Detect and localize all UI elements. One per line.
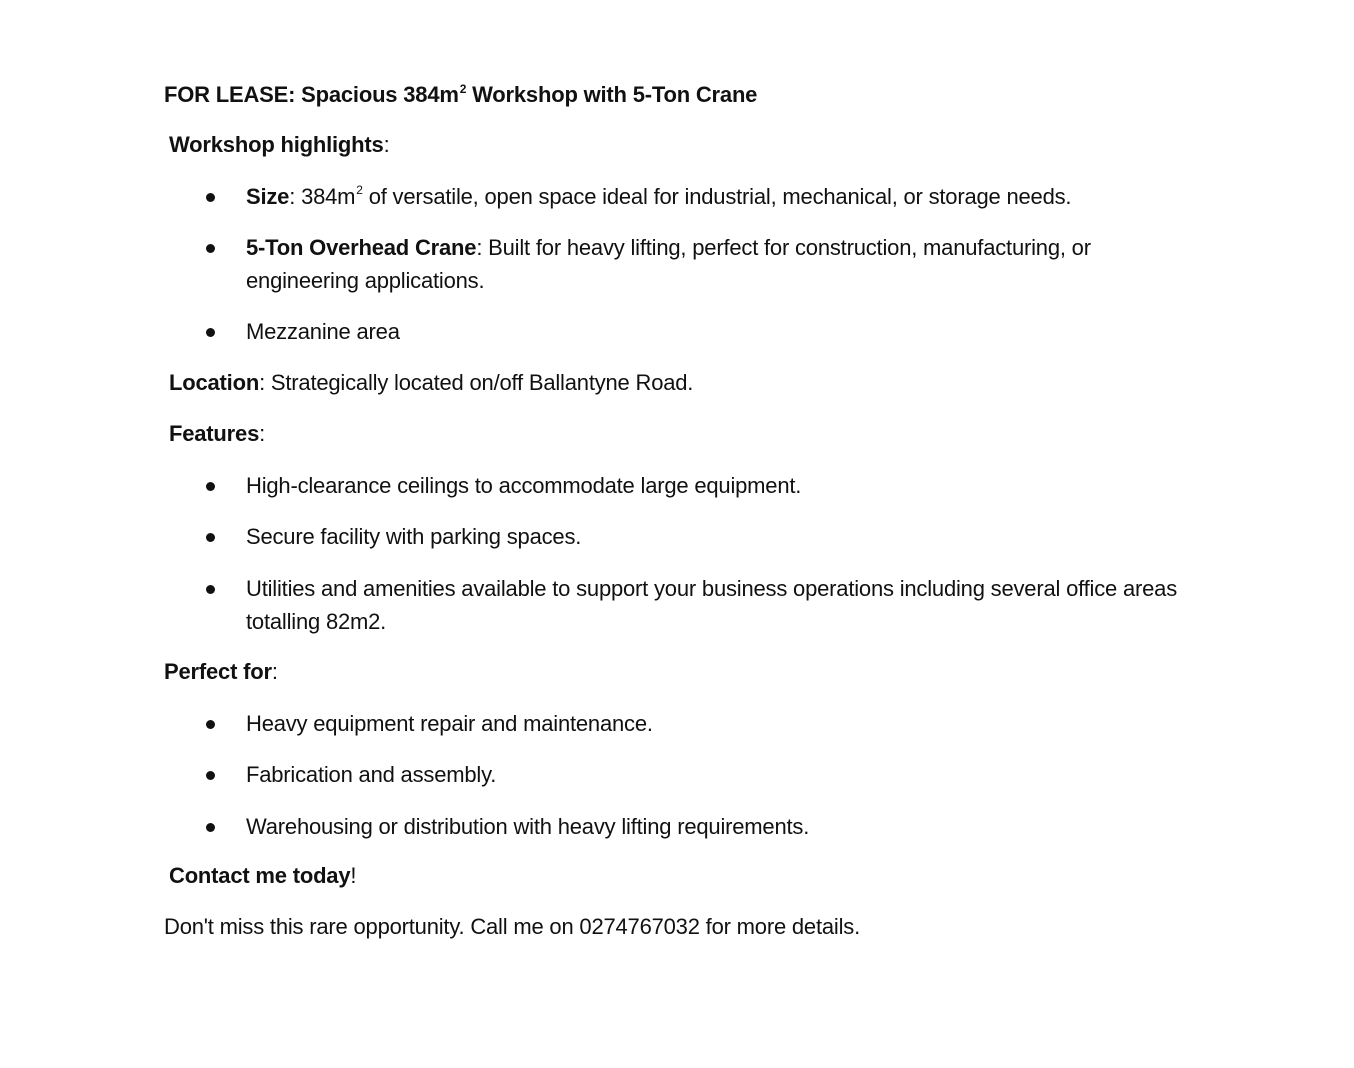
list-item-text — [246, 180, 1186, 213]
size-label: Size — [246, 184, 290, 209]
size-description: of versatile, open space ideal for industrial, mechanical, or storage needs. — [362, 184, 1072, 209]
bullet-icon — [206, 585, 215, 594]
perfect-for-heading — [164, 658, 278, 686]
location-label: Location — [169, 370, 260, 395]
bullet-icon — [206, 244, 215, 253]
crane-sep: : — [476, 235, 489, 260]
list-item-text: Fabrication and assembly. — [246, 762, 497, 787]
list-item-text: Mezzanine area — [246, 319, 400, 344]
contact-text: Don't miss this rare opportunity. Call me on 0274767032 for more details. — [164, 914, 860, 939]
bullet-icon — [206, 193, 215, 202]
bullet-icon — [206, 823, 215, 832]
list-item-text: Heavy equipment repair and maintenance. — [246, 711, 653, 736]
list-item-text: Warehousing or distribution with heavy lifting requirements. — [246, 814, 810, 839]
size-value: 384m — [301, 184, 356, 209]
location-text: Strategically located on/off Ballantyne Road. — [270, 370, 694, 395]
size-sep: : — [289, 184, 302, 209]
highlights-heading-punct: : — [383, 132, 390, 157]
bullet-icon — [206, 771, 215, 780]
location-line — [169, 369, 693, 397]
list-item-text: High-clearance ceilings to accommodate large equipment. — [246, 473, 802, 498]
highlights-heading — [169, 131, 389, 159]
bullet-icon — [206, 533, 215, 542]
features-heading-punct: : — [259, 421, 266, 446]
bullet-icon — [206, 328, 215, 337]
crane-label: 5-Ton Overhead Crane — [246, 235, 477, 260]
document-title — [164, 81, 757, 109]
contact-heading — [169, 862, 356, 890]
contact-heading-punct: ! — [350, 863, 357, 888]
features-heading-text: Features — [169, 421, 260, 446]
contact-heading-text: Contact me today — [169, 863, 351, 888]
list-item-text: Utilities and amenities available to support your business operations including several office areas totalling 82m2. — [246, 576, 1178, 634]
bullet-icon — [206, 720, 215, 729]
size-superscript: 2 — [356, 183, 363, 197]
features-heading — [169, 420, 265, 448]
crane-description: Built for heavy lifting, perfect for construction, manufacturing, or engineering applications. — [246, 235, 1091, 293]
title-superscript: 2 — [459, 82, 467, 96]
title-suffix: Workshop with 5-Ton Crane — [466, 82, 758, 107]
bullet-icon — [206, 482, 215, 491]
title-prefix: FOR LEASE: Spacious 384m — [164, 82, 459, 107]
highlights-heading-text: Workshop highlights — [169, 132, 384, 157]
list-item-text: Secure facility with parking spaces. — [246, 524, 582, 549]
perfect-for-heading-text: Perfect for — [164, 659, 272, 684]
location-sep: : — [259, 370, 271, 395]
perfect-for-heading-punct: : — [271, 659, 278, 684]
list-item-text — [246, 231, 1186, 297]
